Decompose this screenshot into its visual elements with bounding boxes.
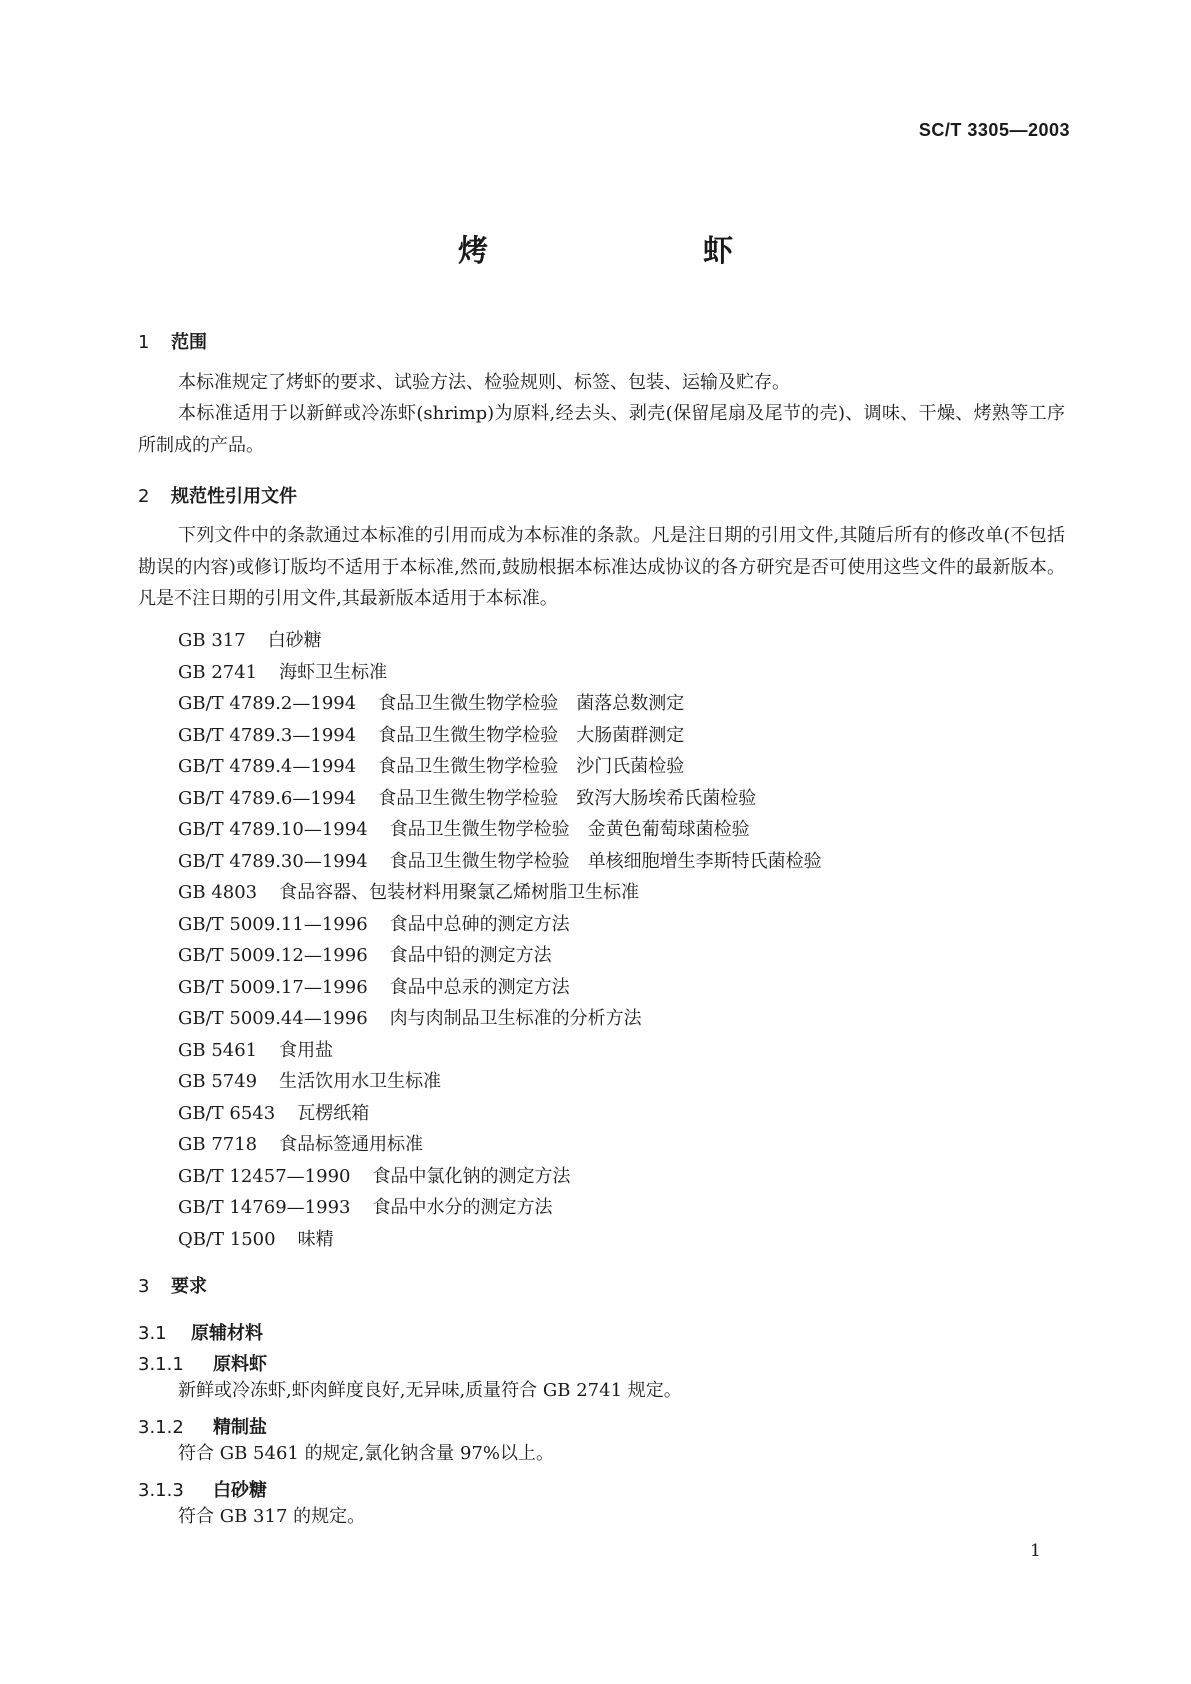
section-number: 3.1	[138, 1323, 167, 1344]
section-3-1-3-text: 符合 GB 317 的规定。	[178, 1506, 366, 1527]
standard-code: SC/T 3305—2003	[918, 120, 1070, 140]
reference-code: GB/T 4789.30—1994	[178, 850, 368, 872]
section-number: 3.1.3	[138, 1480, 184, 1501]
reference-item	[178, 751, 822, 783]
reference-code: GB/T 4789.2—1994	[178, 693, 357, 714]
reference-title: 食品卫生微生物学检验 沙门氏菌检验	[378, 756, 685, 777]
reference-title: 食品卫生微生物学检验 单核细胞增生李斯特氏菌检验	[389, 850, 822, 872]
section-1-para-1: 本标准规定了烤虾的要求、试验方法、检验规则、标签、包装、运输及贮存。	[178, 372, 790, 393]
section-number: 3.1.1	[138, 1354, 184, 1375]
reference-code: GB/T 4789.4—1994	[178, 756, 357, 777]
section-3-1-3-heading	[138, 1476, 267, 1502]
reference-code: GB 5749	[178, 1071, 258, 1092]
normative-reference-list	[178, 625, 822, 1255]
reference-code: GB/T 5009.17—1996	[178, 976, 368, 998]
reference-item	[178, 1161, 822, 1193]
reference-code: GB 317	[178, 630, 246, 651]
reference-code: GB/T 4789.10—1994	[178, 819, 368, 840]
reference-code: GB 4803	[178, 882, 258, 903]
section-1-heading	[138, 328, 207, 354]
reference-code: GB 2741	[178, 661, 258, 683]
section-3-1-1-text: 新鲜或冷冻虾,虾肉鲜度良好,无异味,质量符合 GB 2741 规定。	[178, 1380, 682, 1401]
reference-item	[178, 720, 822, 752]
reference-code: GB/T 6543	[178, 1102, 276, 1124]
section-title: 范围	[171, 332, 207, 353]
section-3-1-1-heading	[138, 1350, 267, 1376]
reference-title: 食品卫生微生物学检验 金黄色葡萄球菌检验	[389, 819, 750, 840]
section-title: 精制盐	[213, 1417, 267, 1438]
section-3-1-2-heading	[138, 1413, 267, 1439]
reference-item	[178, 1224, 822, 1256]
reference-code: GB/T 4789.6—1994	[178, 787, 357, 809]
reference-title: 食品卫生微生物学检验 致泻大肠埃希氏菌检验	[378, 787, 757, 809]
reference-title: 食品容器、包装材料用聚氯乙烯树脂卫生标准	[279, 882, 640, 903]
reference-item	[178, 909, 822, 941]
reference-title: 食品中铅的测定方法	[389, 945, 552, 966]
reference-item	[178, 1129, 822, 1161]
section-3-heading	[138, 1272, 207, 1298]
reference-item	[178, 814, 822, 846]
reference-item	[178, 1192, 822, 1224]
section-3-1-heading	[138, 1319, 263, 1345]
reference-code: GB 5461	[178, 1039, 258, 1061]
reference-title: 味精	[297, 1228, 334, 1250]
reference-item	[178, 1003, 822, 1035]
reference-title: 食品中总汞的测定方法	[389, 976, 570, 998]
reference-item	[178, 657, 822, 689]
section-number: 3	[138, 1276, 150, 1297]
reference-item	[178, 846, 822, 878]
reference-code: GB/T 5009.12—1996	[178, 945, 368, 966]
reference-title: 肉与肉制品卫生标准的分析方法	[389, 1008, 642, 1029]
section-title: 白砂糖	[213, 1480, 267, 1501]
reference-code: GB/T 4789.3—1994	[178, 724, 357, 746]
section-2-intro: 下列文件中的条款通过本标准的引用而成为本标准的条款。凡是注日期的引用文件,其随后所有的修改单(不包括勘误的内容)或修订版均不适用于本标准,然而,鼓励根据本标准达成协议的各方研究是否可使用这些文件的最新版本。凡是不注日期的引用文件,其最新版本适用于本标准。	[138, 525, 1065, 609]
section-number: 1	[138, 332, 150, 353]
reference-code: QB/T 1500	[178, 1228, 276, 1250]
section-title: 原料虾	[213, 1354, 267, 1375]
page-number: 1	[1030, 1541, 1041, 1561]
reference-title: 瓦楞纸箱	[297, 1102, 370, 1124]
reference-code: GB/T 5009.11—1996	[178, 913, 368, 935]
reference-code: GB/T 12457—1990	[178, 1165, 351, 1187]
title-char-left: 烤	[458, 234, 488, 269]
section-number: 3.1.2	[138, 1417, 184, 1438]
reference-item	[178, 877, 822, 909]
section-3-1-2-text: 符合 GB 5461 的规定,氯化钠含量 97%以上。	[178, 1443, 555, 1464]
reference-title: 食品标签通用标准	[279, 1134, 424, 1155]
reference-item	[178, 1035, 822, 1067]
reference-item	[178, 1066, 822, 1098]
section-number: 2	[138, 486, 150, 507]
reference-title: 生活饮用水卫生标准	[279, 1071, 442, 1092]
reference-title: 食用盐	[279, 1039, 334, 1061]
reference-title: 食品卫生微生物学检验 菌落总数测定	[378, 693, 685, 714]
reference-item	[178, 625, 822, 657]
reference-code: GB/T 5009.44—1996	[178, 1008, 368, 1029]
reference-title: 食品中氯化钠的测定方法	[372, 1165, 571, 1187]
reference-item	[178, 688, 822, 720]
reference-code: GB 7718	[178, 1134, 258, 1155]
title-char-right: 虾	[703, 234, 733, 269]
section-2-heading	[138, 482, 297, 508]
reference-title: 食品中总砷的测定方法	[389, 913, 570, 935]
reference-item	[178, 1098, 822, 1130]
reference-item	[178, 940, 822, 972]
section-1-para-2: 本标准适用于以新鲜或冷冻虾(shrimp)为原料,经去头、剥壳(保留尾扇及尾节的壳)、调味、干燥、烤熟等工序所制成的产品。	[138, 403, 1065, 456]
section-title: 要求	[171, 1276, 207, 1297]
reference-item	[178, 783, 822, 815]
reference-title: 白砂糖	[267, 630, 322, 651]
reference-code: GB/T 14769—1993	[178, 1197, 351, 1218]
section-title: 规范性引用文件	[171, 486, 297, 507]
reference-title: 食品中水分的测定方法	[372, 1197, 553, 1218]
section-title: 原辅材料	[191, 1323, 263, 1344]
document-title	[0, 226, 1191, 270]
reference-title: 海虾卫生标准	[279, 661, 388, 683]
reference-title: 食品卫生微生物学检验 大肠菌群测定	[378, 724, 685, 746]
reference-item	[178, 972, 822, 1004]
